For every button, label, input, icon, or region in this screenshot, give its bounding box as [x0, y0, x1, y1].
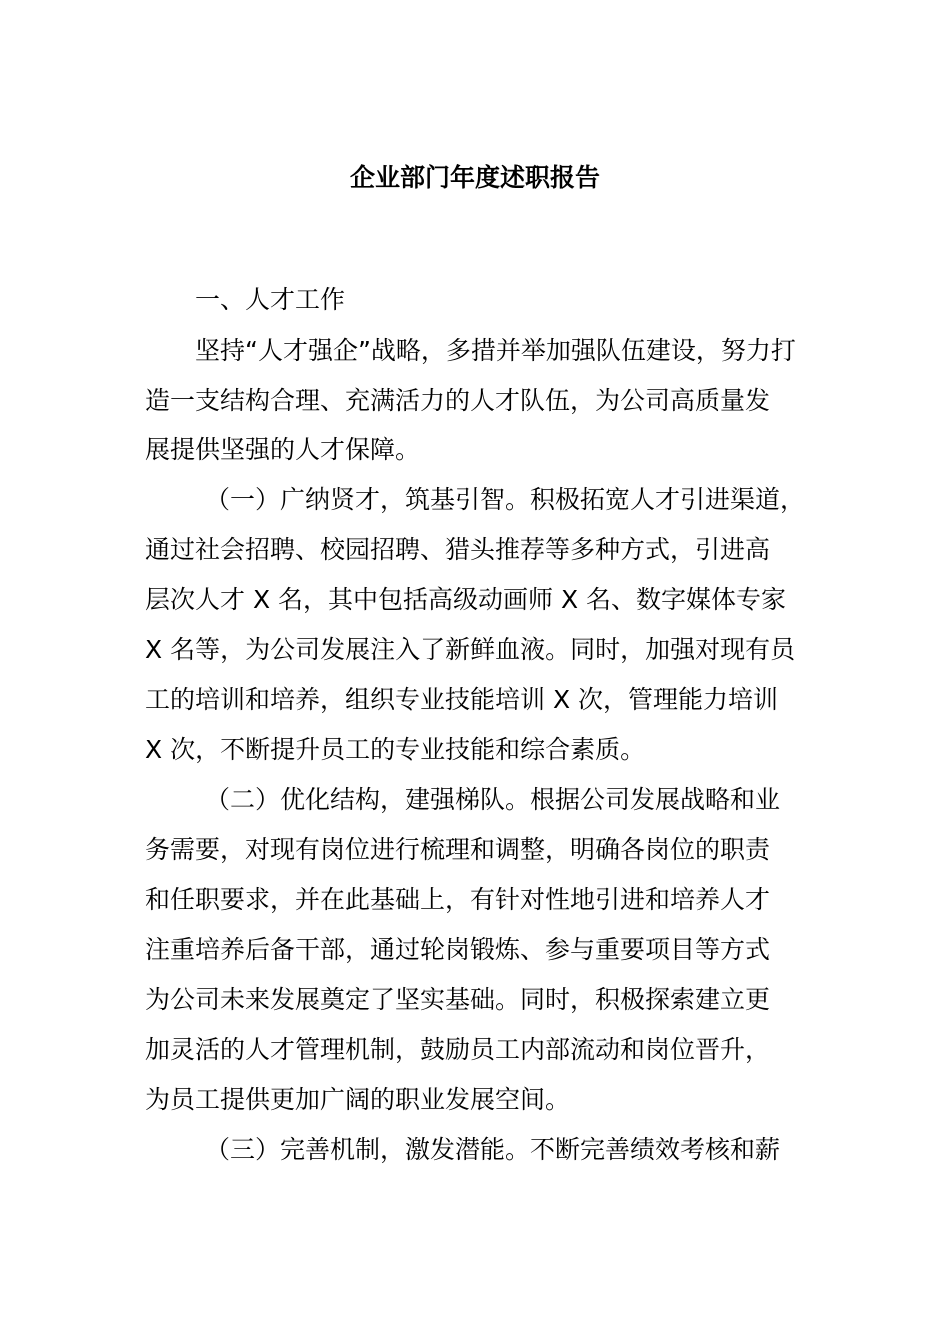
paragraph-line: 通过社会招聘、校园招聘、猎头推荐等多种方式，引进高: [145, 535, 771, 564]
paragraph-line: X 次，不断提升员工的专业技能和综合素质。: [145, 735, 646, 764]
document-title: 企业部门年度述职报告: [349, 163, 600, 192]
paragraph-line: X 名等，为公司发展注入了新鲜血液。同时，加强对现有员: [145, 635, 796, 664]
paragraph-line: 造一支结构合理、充满活力的人才队伍，为公司高质量发: [145, 386, 771, 415]
paragraph-line: 工的培训和培养，组织专业技能培训 X 次，管理能力培训: [145, 685, 779, 714]
paragraph-line: （二）优化结构，建强梯队。根据公司发展战略和业: [205, 785, 781, 814]
paragraph-line: （三）完善机制，激发潜能。不断完善绩效考核和薪: [205, 1135, 781, 1164]
paragraph-line: 为员工提供更加广阔的职业发展空间。: [145, 1085, 571, 1114]
paragraph-line: 务需要，对现有岗位进行梳理和调整，明确各岗位的职责: [145, 835, 771, 864]
paragraph-line: 坚持“人才强企”战略，多措并举加强队伍建设，努力打: [195, 336, 796, 365]
paragraph-line: 层次人才 X 名，其中包括高级动画师 X 名、数字媒体专家: [145, 585, 787, 614]
section-heading-talent: 一、人才工作: [195, 285, 346, 314]
paragraph-line: （一）广纳贤才，筑基引智。积极拓宽人才引进渠道，: [205, 485, 806, 514]
paragraph-line: 为公司未来发展奠定了坚实基础。同时，积极探索建立更: [145, 985, 771, 1014]
paragraph-line: 注重培养后备干部，通过轮岗锻炼、参与重要项目等方式: [145, 935, 771, 964]
paragraph-line: 加灵活的人才管理机制，鼓励员工内部流动和岗位晋升，: [145, 1035, 771, 1064]
paragraph-line: 展提供坚强的人才保障。: [145, 435, 421, 464]
paragraph-line: 和任职要求，并在此基础上，有针对性地引进和培养人才: [145, 885, 771, 914]
